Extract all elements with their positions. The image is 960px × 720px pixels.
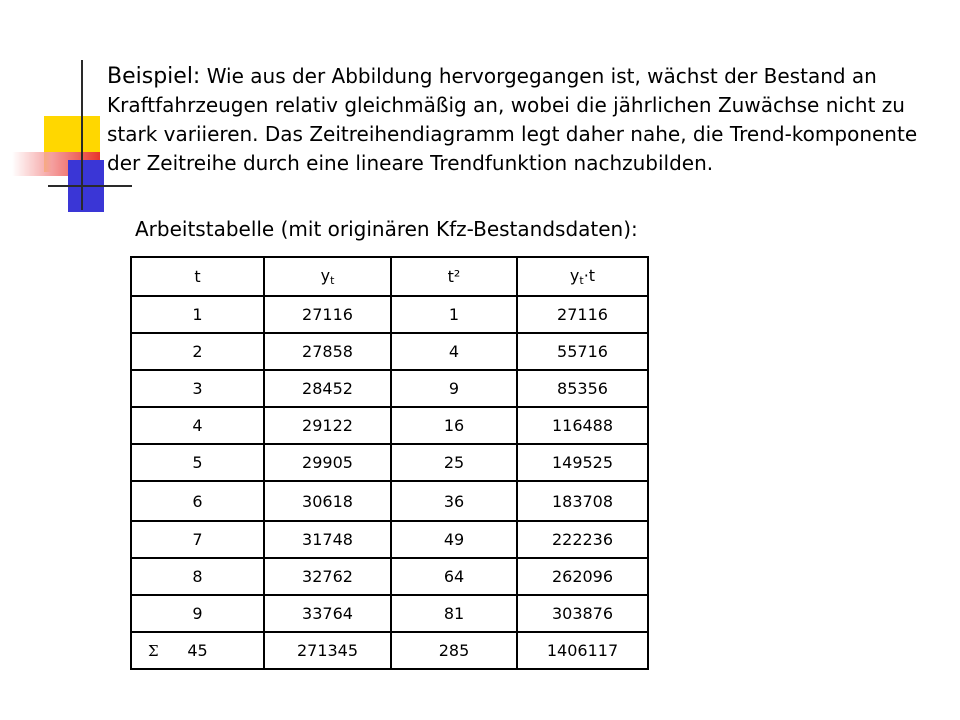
header-t-squared bbox=[391, 257, 517, 296]
header-yt bbox=[264, 257, 391, 296]
header-yt-label: y bbox=[569, 266, 580, 285]
cell-y: 31748 bbox=[264, 521, 391, 558]
cell-t: 1 bbox=[131, 296, 264, 333]
sum-t-cell bbox=[131, 632, 264, 669]
cell-yt: 262096 bbox=[517, 558, 648, 595]
table-row bbox=[131, 444, 648, 481]
header-yt-rest: ·t bbox=[583, 266, 596, 285]
cell-t2: 36 bbox=[391, 481, 517, 521]
cell-t2: 64 bbox=[391, 558, 517, 595]
header-t-label: t bbox=[194, 267, 201, 286]
cell-y: 27116 bbox=[264, 296, 391, 333]
header-t bbox=[131, 257, 264, 296]
work-table bbox=[130, 256, 649, 670]
header-t2-label: t² bbox=[447, 267, 461, 286]
cell-y: 29122 bbox=[264, 407, 391, 444]
cell-t2: 4 bbox=[391, 333, 517, 370]
sum-y: 271345 bbox=[264, 632, 391, 669]
table-title: Arbeitstabelle (mit originären Kfz-Bestandsdaten): bbox=[135, 217, 638, 241]
table-row bbox=[131, 296, 648, 333]
sigma-symbol: Σ bbox=[148, 641, 159, 660]
cell-t: 2 bbox=[131, 333, 264, 370]
cell-y: 32762 bbox=[264, 558, 391, 595]
cell-t2: 16 bbox=[391, 407, 517, 444]
cell-yt: 303876 bbox=[517, 595, 648, 632]
cell-yt: 85356 bbox=[517, 370, 648, 407]
sum-yt: 1406117 bbox=[517, 632, 648, 669]
sum-t2: 285 bbox=[391, 632, 517, 669]
intro-paragraph bbox=[107, 62, 937, 178]
table-row bbox=[131, 595, 648, 632]
decorative-vertical-line bbox=[81, 60, 83, 210]
sum-t: 45 bbox=[187, 641, 208, 660]
cell-t2: 25 bbox=[391, 444, 517, 481]
cell-yt: 183708 bbox=[517, 481, 648, 521]
table-row bbox=[131, 333, 648, 370]
cell-t: 3 bbox=[131, 370, 264, 407]
header-yt-subscript: t bbox=[579, 274, 584, 287]
cell-y: 33764 bbox=[264, 595, 391, 632]
intro-lead: Beispiel: bbox=[107, 64, 201, 89]
intro-text: Wie aus der Abbildung hervorgegangen ist, wächst der Bestand an Kraftfahrzeugen relativ gleichmäßig an, wobei die jährlichen Zuwächse nicht zu stark variieren. Das Zeitreihendiagramm legt daher nahe, die Trend-komponente der Zeitreihe durch eine lineare Trendfunktion nachzubilden. bbox=[107, 64, 918, 175]
header-yt-times-t bbox=[517, 257, 648, 296]
cell-yt: 149525 bbox=[517, 444, 648, 481]
cell-y: 28452 bbox=[264, 370, 391, 407]
table-row bbox=[131, 558, 648, 595]
cell-yt: 116488 bbox=[517, 407, 648, 444]
header-y-label: y bbox=[320, 266, 331, 285]
cell-t: 8 bbox=[131, 558, 264, 595]
cell-t: 7 bbox=[131, 521, 264, 558]
cell-t2: 9 bbox=[391, 370, 517, 407]
cell-t2: 1 bbox=[391, 296, 517, 333]
cell-t2: 81 bbox=[391, 595, 517, 632]
table-row bbox=[131, 370, 648, 407]
cell-t2: 49 bbox=[391, 521, 517, 558]
cell-yt: 222236 bbox=[517, 521, 648, 558]
table-row bbox=[131, 407, 648, 444]
cell-y: 27858 bbox=[264, 333, 391, 370]
table-row bbox=[131, 521, 648, 558]
header-y-subscript: t bbox=[330, 274, 335, 287]
table-header-row bbox=[131, 257, 648, 296]
cell-y: 29905 bbox=[264, 444, 391, 481]
cell-t: 9 bbox=[131, 595, 264, 632]
cell-yt: 27116 bbox=[517, 296, 648, 333]
cell-t: 4 bbox=[131, 407, 264, 444]
decorative-horizontal-line bbox=[48, 185, 132, 187]
cell-t: 5 bbox=[131, 444, 264, 481]
table-row bbox=[131, 481, 648, 521]
cell-y: 30618 bbox=[264, 481, 391, 521]
cell-yt: 55716 bbox=[517, 333, 648, 370]
table-sum-row bbox=[131, 632, 648, 669]
cell-t: 6 bbox=[131, 481, 264, 521]
